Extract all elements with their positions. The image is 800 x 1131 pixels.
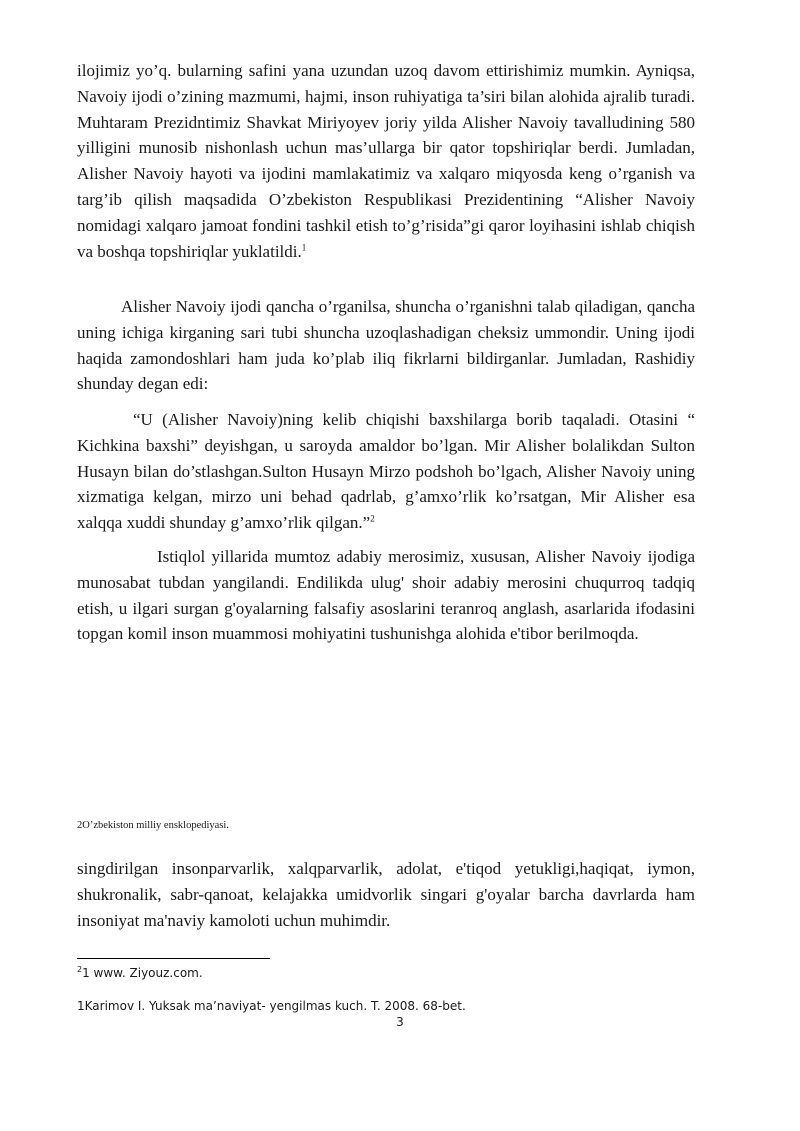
footnote-ref-2[interactable]: 2: [370, 513, 375, 524]
footnote-1-marker: 2: [77, 965, 83, 974]
paragraph-4: Istiqlol yillarida mumtoz adabiy merosimiz, xususan, Alisher Navoiy ijodiga munosabat tubdan yangilandi. Endilikda ulug' shoir adabiy merosini chuqurroq tadqiq etish, u ilgari surgan g'oyalarning falsafiy asoslarini teranroq anglash, asarlarida ifodasini topgan komil inson muammosi mohiyatini tushunishga alohida e'tibor berilmoqda.: [77, 547, 695, 644]
paragraph-1-text: ilojimiz yo’q. bularning safini yana uzundan uzoq davom ettirishimiz mumkin. Ayniqsa, Navoiy ijodi o’zining mazmumi, hajmi, inson ruhiyatiga ta’siri bilan alohida ajralib turadi. Muhtaram Prezidntimiz Shavkat Miriyoyev joriy yilda Alisher Navoiy tavalludining 580 yilligini munosib nishonlash uchun mas’ullarga bir qator topshiriqlar berdi. Jumladan, Alisher Navoiy hayoti va ijodini mamlakatimiz va xalqaro miqyosda keng o’rganish va targ’ib qilish maqsadida O’zbekiston Respublikasi Prezidentining “Alisher Navoiy nomidagi xalqaro jamoat fondini tashkil etish to’g’risida”gi qaror loyihasini ishlab chiqish va boshqa topshiriqlar yuklatildi.: [77, 61, 695, 261]
footnote-1-text: 1 www. Ziyouz.com.: [82, 966, 203, 980]
footnote-2: 1Karimov I. Yuksak ma’naviyat- yengilmas kuch. T. 2008. 68-bet.: [77, 999, 466, 1013]
footnote-separator: [77, 958, 270, 959]
quote-text: “U (Alisher Navoiy)ning kelib chiqishi baxshilarga borib taqaladi. Otasini “ Kichkina baxshi” deyishgan, u saroyda amaldor bo’lgan. Mir Alisher bolalikdan Sulton Husayn bilan do’stlashgan.Sulton Husayn Mirzo podshoh bo’lgach, Alisher Navoiy uning xizmatiga kelgan, mirzo uni behad qadrlab, g’amxo’rlik ko’rsatgan, Mir Alisher esa xalqqa xuddi shunday g’amxo’rlik qilgan.”: [77, 410, 695, 533]
page-number: 3: [396, 1015, 404, 1029]
paragraph-1: [77, 58, 695, 264]
quote-paragraph: [77, 407, 695, 536]
inline-source-note: 2O’zbekiston milliy ensklopediyasi.: [77, 820, 229, 831]
footnote-ref-1[interactable]: 1: [301, 241, 307, 252]
footnote-1: [77, 966, 203, 980]
paragraph-2: Alisher Navoiy ijodi qancha o’rganilsa, shuncha o’rganishni talab qiladigan, qancha uning ichiga kirganing sari tubi shuncha uzoqlashadigan cheksiz ummondir. Uning ijodi haqida zamondoshlari ham juda ko’plab iliq fikrlarni bildirganlar. Jumladan, Rashidiy shunday degan edi:: [77, 297, 695, 394]
paragraph-5: singdirilgan insonparvarlik, xalqparvarlik, adolat, e'tiqod yetukligi,haqiqat, iymon, shukronalik, sabr-qanoat, kelajakka umidvorlik singari g'oyalar barcha davrlarda ham insoniyat ma'naviy kamoloti uchun muhimdir.: [77, 859, 695, 930]
